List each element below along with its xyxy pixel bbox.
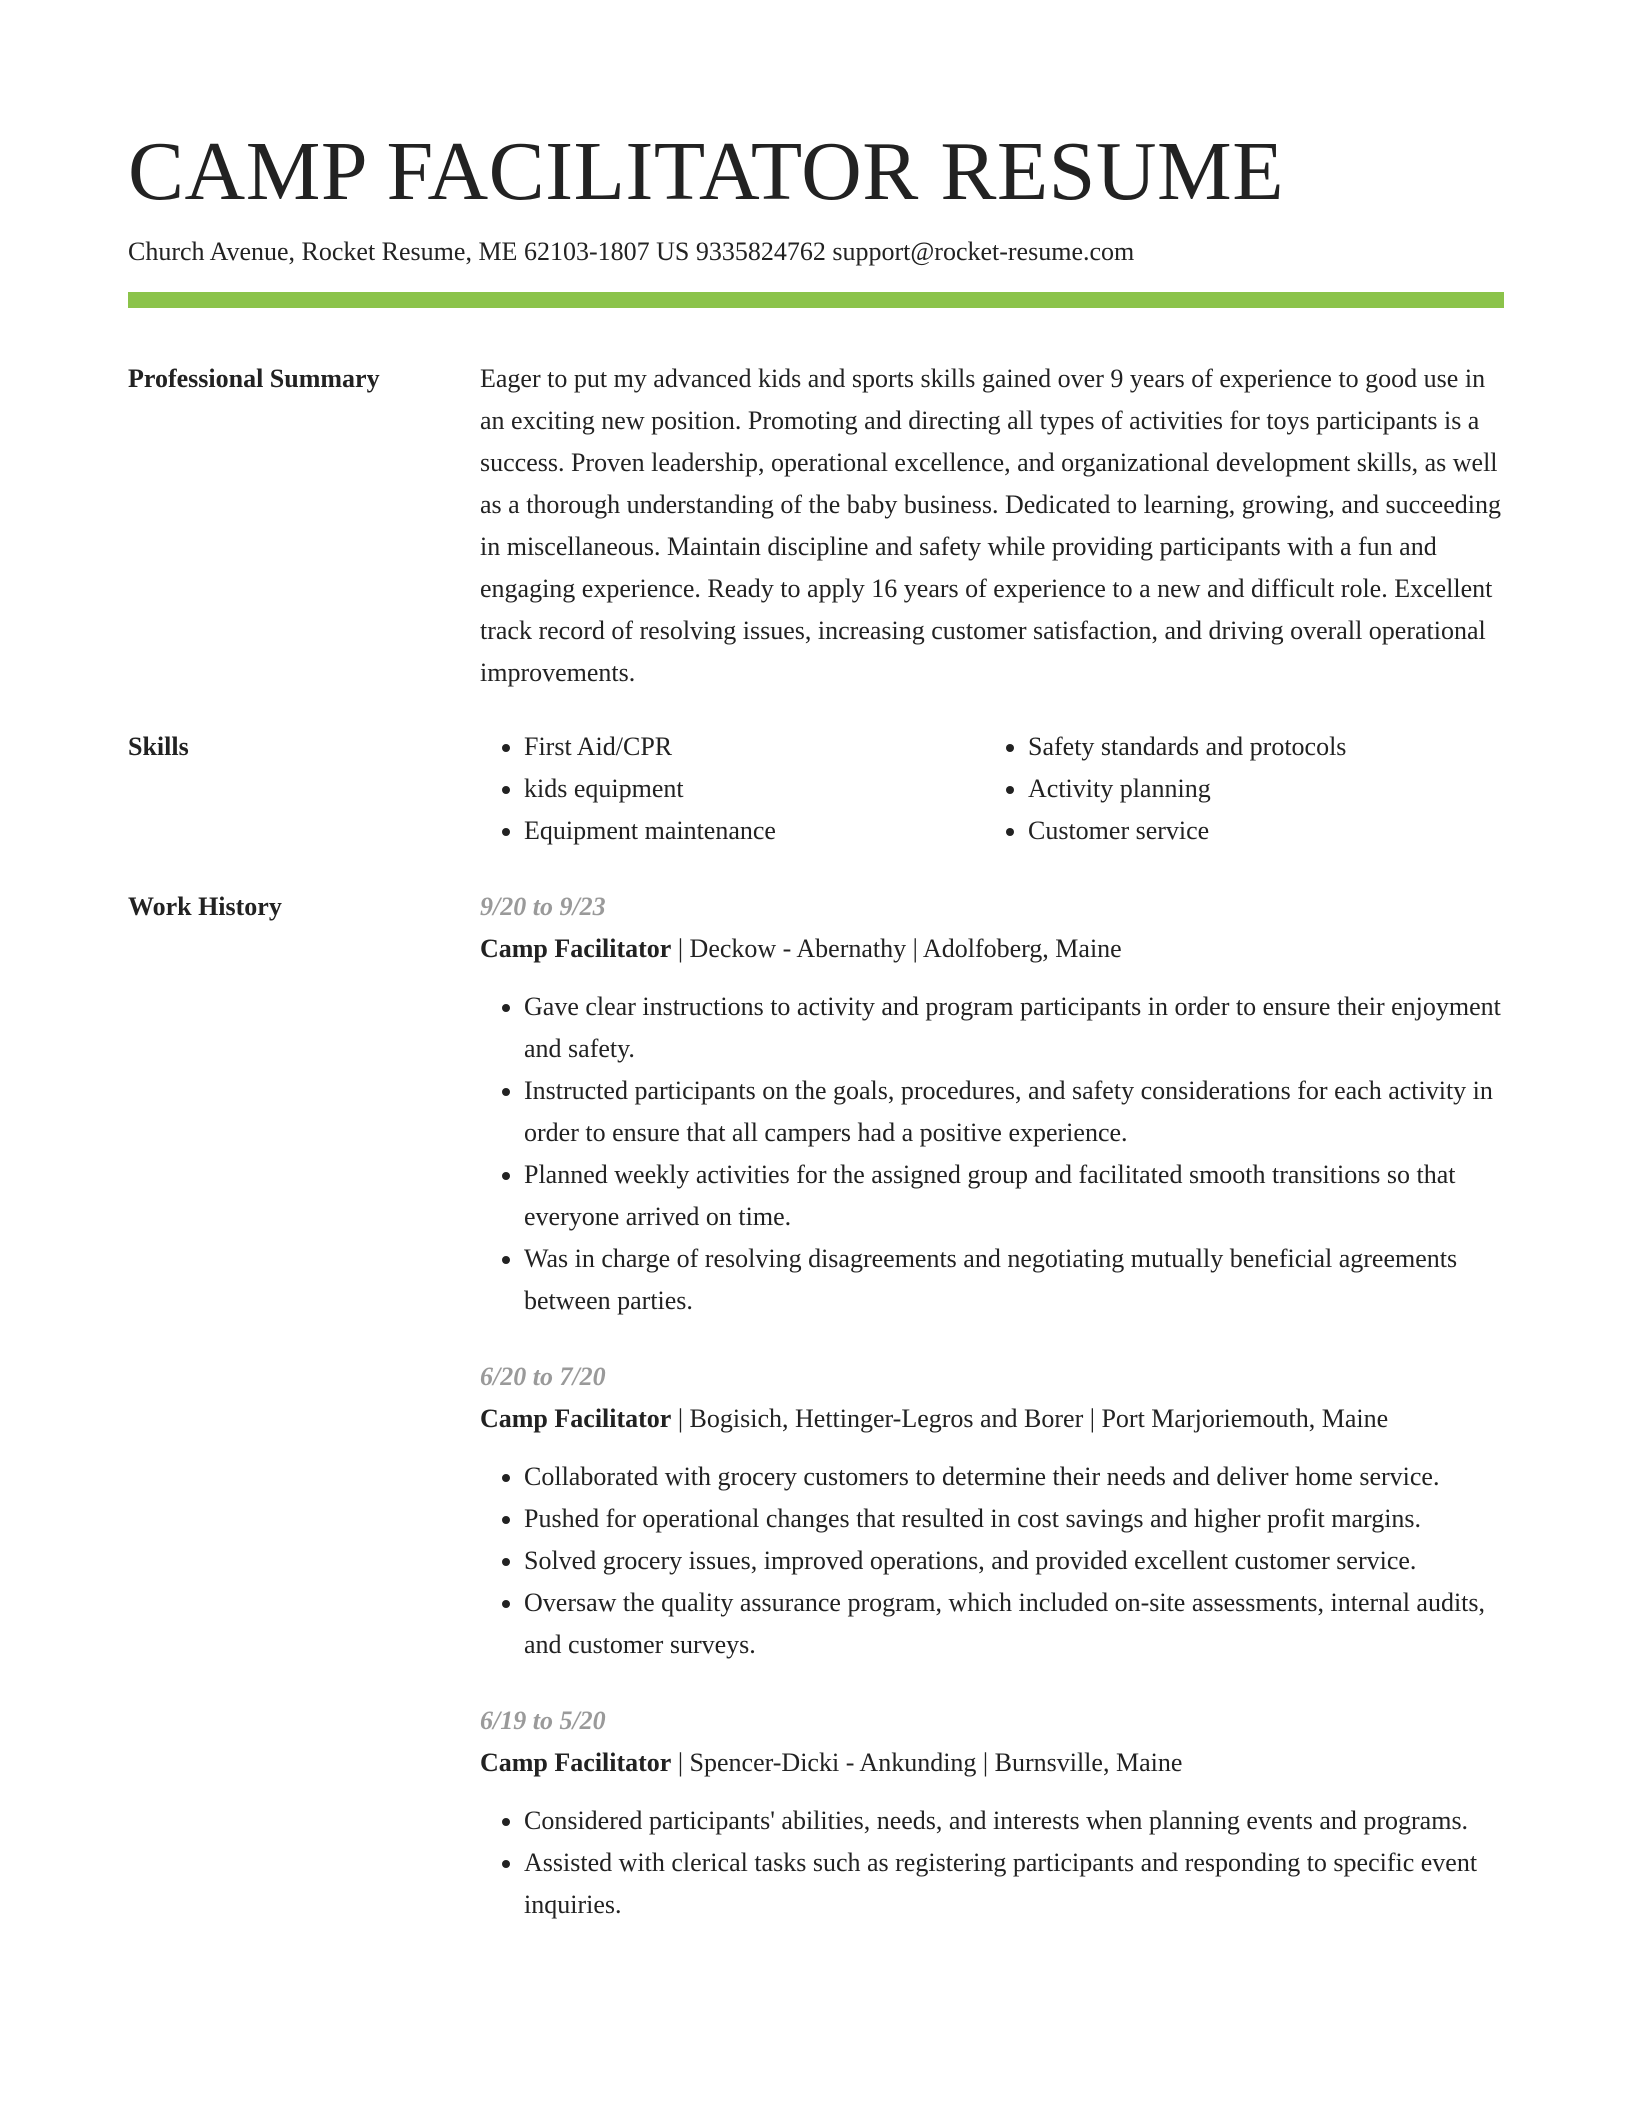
job-date: 9/20 to 9/23	[480, 892, 606, 921]
job-bullets	[480, 1456, 1504, 1666]
job-bullet: • Instructed participants on the goals, procedures, and safety considerations for each activity in order to ensure that all campers had a positive experience.	[524, 1070, 1504, 1154]
job-details: | Bogisich, Hettinger-Legros and Borer | Port Marjoriemouth, Maine	[671, 1404, 1389, 1433]
skills-grid	[480, 726, 1504, 852]
work-history-body	[480, 886, 1504, 1926]
job-date: 6/19 to 5/20	[480, 1706, 606, 1735]
skill-item: • Activity planning	[1028, 768, 1504, 810]
job-details: | Deckow - Abernathy | Adolfoberg, Maine	[671, 934, 1122, 963]
skills-section	[128, 726, 1504, 852]
skill-item: • kids equipment	[524, 768, 984, 810]
summary-text: Eager to put my advanced kids and sports skills gained over 9 years of experience to good use in an exciting new position. Promoting and directing all types of activities for toys participants is a success. Proven leadership, operational excellence, and organizational development skills, as well as a thorough understanding of the baby business. Dedicated to learning, growing, and succeeding in miscellaneous. Maintain discipline and safety while providing participants with a fun and engaging experience. Ready to apply 16 years of experience to a new and difficult role. Excellent track record of resolving issues, increasing customer satisfaction, and driving overall operational improvements.	[480, 364, 1501, 687]
job-title-line	[480, 1398, 1504, 1440]
skills-list-right	[984, 726, 1504, 852]
accent-divider	[128, 292, 1504, 308]
job-entry	[480, 1356, 1504, 1666]
job-bullet: • Gave clear instructions to activity and program participants in order to ensure their enjoyment and safety.	[524, 986, 1504, 1070]
job-bullet: • Assisted with clerical tasks such as registering participants and responding to specific event inquiries.	[524, 1842, 1504, 1926]
job-bullet: • Collaborated with grocery customers to determine their needs and deliver home service.	[524, 1456, 1504, 1498]
professional-summary-section	[128, 358, 1504, 694]
job-bullet: • Considered participants' abilities, needs, and interests when planning events and programs.	[524, 1800, 1504, 1842]
skills-list-left	[480, 726, 984, 852]
job-bullet: • Planned weekly activities for the assigned group and facilitated smooth transitions so that everyone arrived on time.	[524, 1154, 1504, 1238]
job-title-line	[480, 928, 1504, 970]
job-title: Camp Facilitator	[480, 934, 672, 963]
job-entry	[480, 1700, 1504, 1926]
job-details: | Spencer-Dicki - Ankunding | Burnsville, Maine	[671, 1748, 1183, 1777]
job-title-line	[480, 1742, 1504, 1784]
job-bullet: • Solved grocery issues, improved operations, and provided excellent customer service.	[524, 1540, 1504, 1582]
job-date: 6/20 to 7/20	[480, 1362, 606, 1391]
job-entry	[480, 886, 1504, 1322]
skill-item: • Customer service	[1028, 810, 1504, 852]
section-label-work: Work History	[128, 892, 282, 921]
resume-page	[128, 0, 1504, 1926]
section-label-summary: Professional Summary	[128, 364, 380, 393]
job-title: Camp Facilitator	[480, 1748, 672, 1777]
skill-item: • Safety standards and protocols	[1028, 726, 1504, 768]
job-bullet: • Pushed for operational changes that resulted in cost savings and higher profit margins.	[524, 1498, 1504, 1540]
job-bullets	[480, 986, 1504, 1322]
job-bullet: • Was in charge of resolving disagreements and negotiating mutually beneficial agreements between parties.	[524, 1238, 1504, 1322]
work-history-section	[128, 886, 1504, 1926]
resume-title: CAMP FACILITATOR RESUME	[128, 125, 1285, 218]
job-title: Camp Facilitator	[480, 1404, 672, 1433]
skill-item: • First Aid/CPR	[524, 726, 984, 768]
job-bullets	[480, 1800, 1504, 1926]
section-label-skills: Skills	[128, 732, 189, 761]
contact-line: Church Avenue, Rocket Resume, ME 62103-1807 US 9335824762 support@rocket-resume.com	[128, 237, 1135, 266]
skill-item: • Equipment maintenance	[524, 810, 984, 852]
job-bullet: • Oversaw the quality assurance program, which included on-site assessments, internal audits, and customer surveys.	[524, 1582, 1504, 1666]
